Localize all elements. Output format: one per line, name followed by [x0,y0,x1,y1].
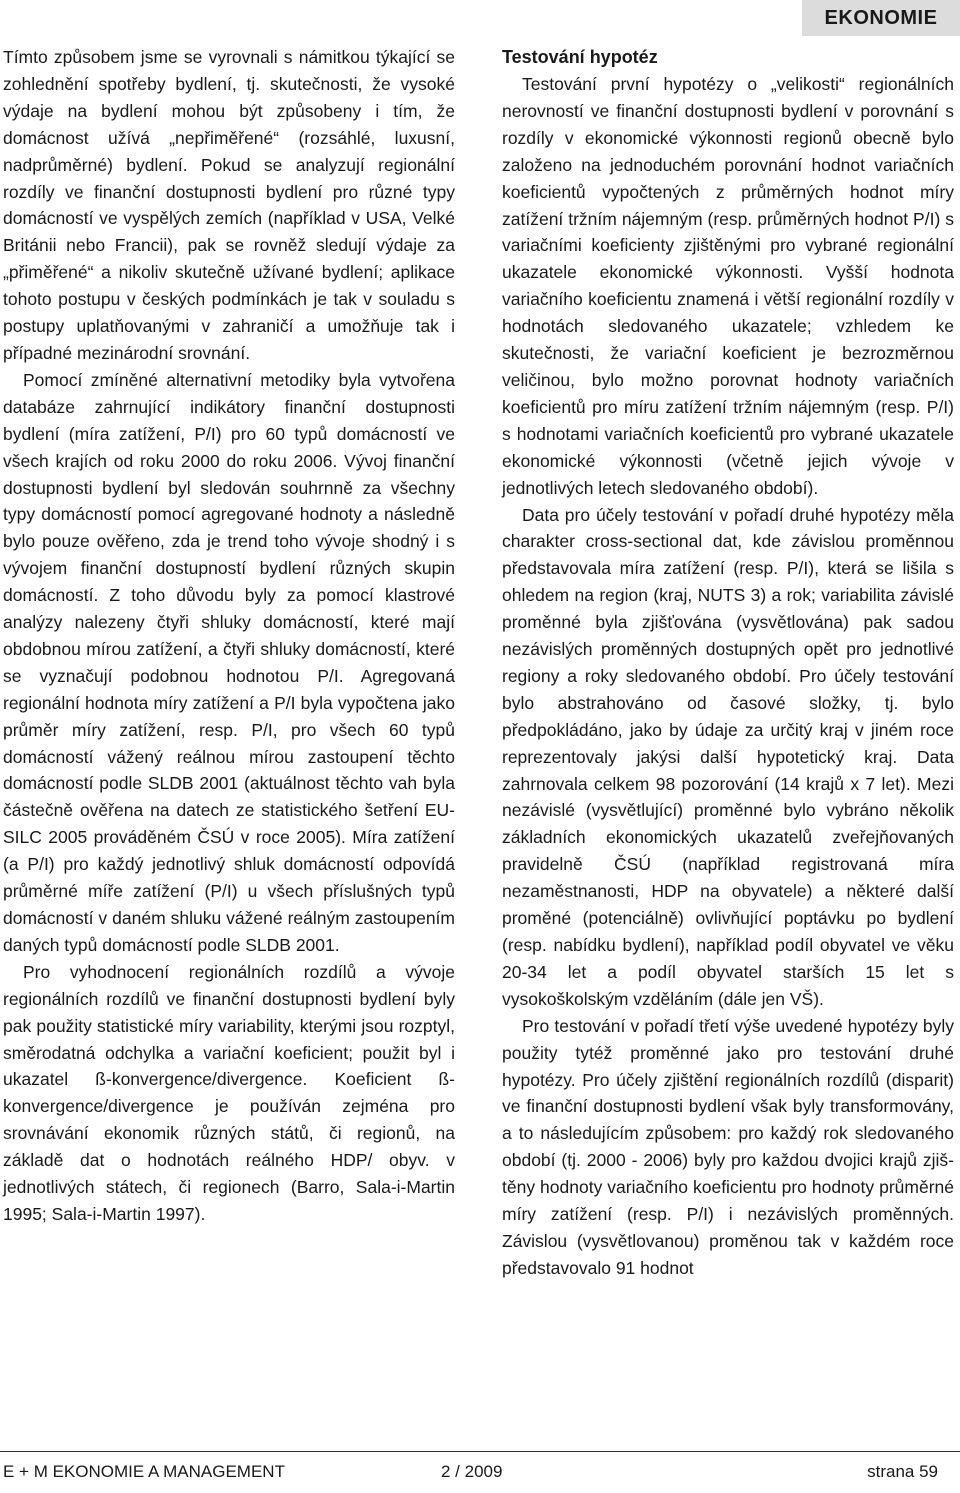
paragraph: Pomocí zmíněné alternativní metodiky byla vytvořena databáze zahrnující indikátory finanční dostupnosti bydlení (míra zatížení, P/I) pro 60 typů domácností ve všech krajích od roku 2000 do roku 2006. Vývoj finanční dostupnosti bydlení byl sledován souhrnně za všechny typy domácností pomocí agregované hodnoty a následně bylo pouze ověřeno, zda je trend toho vývoje shodný i s vývojem finanční dostupností bydlení různých skupin domácností. Z toho důvodu byly za pomocí klastrové analýzy nalezeny čtyři shluky domácností, které mají obdobnou mírou zatížení, a čtyři shluky domácností, které se vyznačují podobnou hodnotou P/I. Agregovaná regionální hodnota míry zatížení a P/I byla vypočtena jako průměr míry zatížení, resp. P/I, pro všech 60 typů domácností vážený reálnou mírou zastoupení těchto domácností podle SLDB 2001 (aktuálnost těchto vah byla částečně ověřena na datech ze statistického šetření EU-SILC 2005 prováděném ČSÚ v roce 2005). Míra zatížení (a P/I) pro každý jednotlivý shluk domácností odpovídá průměrné míře zatížení (P/I) u všech příslušných typů domácností v daném shluku vážené reálným zastoupením daných typů domácností podle SLDB 2001. [3,369,455,955]
section-heading: Testování hypotéz [502,47,658,67]
paragraph: Tímto způsobem jsme se vyrovnali s námitkou týkající se zohlednění spotřeby bydlení, tj. skutečnosti, že vysoké výdaje na bydlení mohou být způsobeny i tím, že domácnost užívá „nepřiměřené“ (rozsáhlé, luxusní, nadprůměrné) bydlení. Pokud se analyzují regionální rozdíly ve finanční dostupnosti bydlení pro různé typy domácností ve vyspělých zemích (například v USA, Velké Británii nebo Francii), pak se rovněž sledují výdaje za „přiměřené“ a nikoliv skutečně užívané bydlení; aplikace tohoto postupu v českých podmínkách je tak v souladu s postupy uplatňovanými v zahraničí a umožňuje tak i případné mezinárodní srovnání. [3,47,455,363]
issue-number: 2 / 2009 [441,1462,503,1481]
left-column [3,44,455,1228]
journal-name: E + M EKONOMIE A MANAGEMENT [3,1462,285,1481]
paragraph: Pro vyhodnocení regionálních rozdílů a vývoje regionálních rozdílů ve finanční dostupnosti bydlení byly pak použity statistické míry variability, kterými jsou rozptyl, směrodatná odchylka a variační koeficient; použit byl i ukazatel ß-konvergence/divergence. Koeficient ß-konvergence/divergence je používán zejména pro srovnávání ekonomik různých států, či regionů, na základě dat o hodnotách reálného HDP/ obyv. v jednotlivých státech, či regionech (Barro, Sala-i-Martin 1995; Sala-i-Martin 1997). [3,961,455,1224]
paragraph: Pro testování v pořadí třetí výše uvedené hypotézy byly použity tytéž proměnné jako pro testování druhé hypotézy. Pro účely zjištění regionálních rozdílů (disparit) ve finanční dostupnosti bydlení však byly transformovány, a to následujícím způsobem: pro každý rok sledovaného období (tj. 2000 - 2006) byly pro každou dvojici krajů zjištěny hodnoty variačního koeficientu pro hodnoty průměrné míry zatížení (resp. P/I) i nezávislých proměnných. Závislou (vysvětlovanou) proměnou tak v každém roce představovalo 91 hodnot [502,1015,954,1278]
paragraph: Testování první hypotézy o „velikosti“ regionálních nerovností ve finanční dostupnosti bydlení v porovnání s rozdíly v ekonomické výkonnosti regionů obecně bylo založeno na jednoduchém porovnání hodnot variačních koeficientů vypočtených z průměrných hodnot míry zatížení tržním nájemným (resp. průměrných hodnot P/I) s variačními koeficienty zjištěnými pro vybrané regionální ukazatele ekonomické výkonnosti. Vyšší hodnota variačního koeficientu znamená i větší regionální rozdíly v hodnotách sledovaného ukazatele; vzhledem ke skutečnosti, že variační koeficient je bezrozměrnou veličinou, bylo možno porovnat hodnoty variačních koeficientů pro míru zatížení tržním nájemným (resp. P/I) s hodnotami variačních koeficientů pro vybrané ukazatele ekonomické výkonnosti (včetně jejich vývoje v jednotlivých letech sledovaného období). [502,74,954,498]
page-number: strana 59 [867,1462,938,1481]
page-footer [0,1462,960,1488]
right-column [502,44,954,1282]
section-tag: EKONOMIE [802,0,960,36]
footer-divider [0,1451,960,1452]
paragraph: Data pro účely testování v pořadí druhé hypotézy měla charakter cross-sectional dat, kde závislou proměnnou představovala míra zatížení (resp. P/I), která se lišila s ohledem na region (kraj, NUTS 3) a rok; variabilita závislé proměnné byla zjišťována (vysvětlována) pak sadou nezávislých proměnných dostupných opět pro jednotlivé regiony a roky sledovaného období. Pro účely testování bylo abstrahováno od časové složky, tj. bylo předpokládáno, jako by údaje za určitý kraj v jiném roce reprezentovaly jakýsi další hypotetický kraj. Data zahrnovala celkem 98 pozorování (14 krajů x 7 let). Mezi nezávislé (vysvětlující) proměnné bylo vybráno několik základních ekonomických ukazatelů zveřejňovaných pravidelně ČSÚ (například registrovaná míra nezaměstnanosti, HDP na obyvatele) a některé další proměné (potenciálně) ovlivňující poptávku po bydlení (resp. nabídku bydlení), například podíl obyvatel ve věku 20-34 let a podíl obyvatel starších 15 let s vysokoškolským vzděláním (dále jen VŠ). [502,504,954,1009]
